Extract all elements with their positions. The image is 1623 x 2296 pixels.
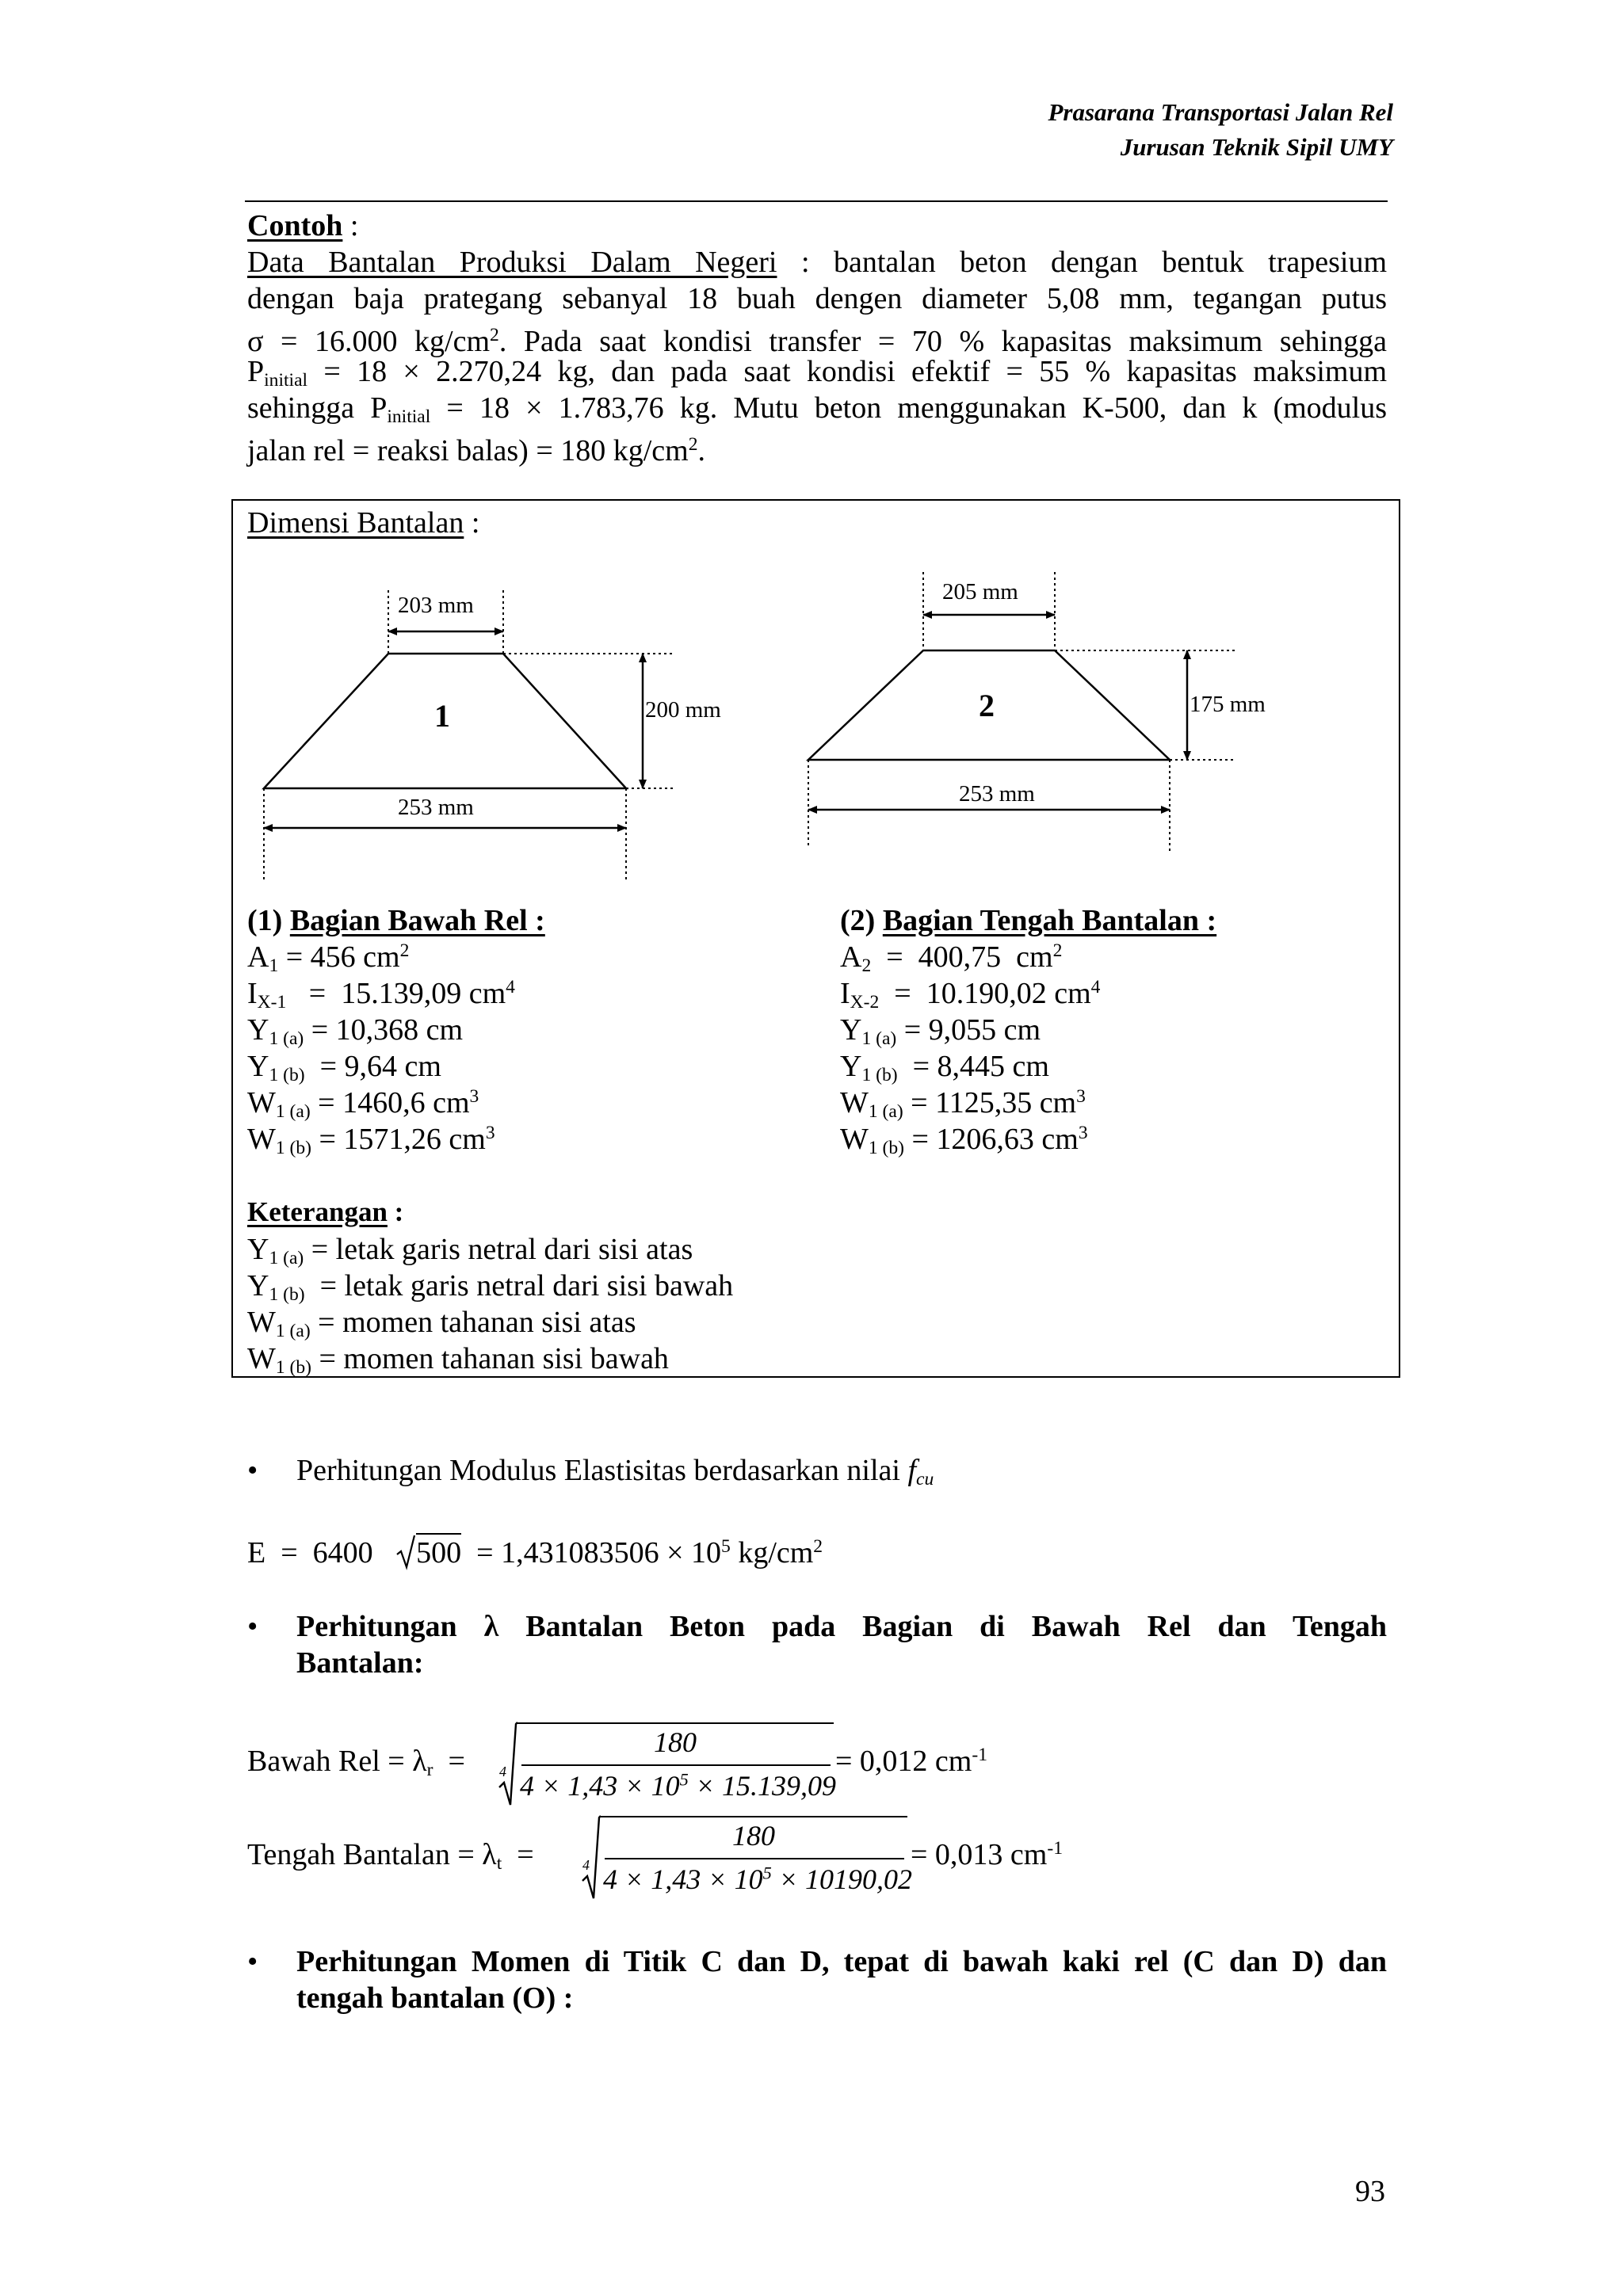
header-line-1: Prasarana Transportasi Jalan Rel [1048,98,1393,126]
legend-row: $Y_{1 (a)}$ = letak garis netral dari sisi atas [247,1233,693,1268]
dim-label-bottom-2: 253 mm [959,781,1035,807]
section-1-drawing [264,590,674,879]
example-line-5: sehingga $P_{initial} = 18 \times 1.783,76$ kg. Mutu beton menggunakan K-500, dan k (modulus [247,391,1388,427]
section-2-number: 2 [979,688,995,723]
legend-row: $W_{1 (a)}$ = momen tahanan sisi atas [247,1306,636,1341]
example-line-6: jalan rel = reaksi balas) = 180 $kg/cm^2$. [247,433,706,467]
bullet-2-symbol: • [247,1610,258,1643]
equation-e: E = 6400 $500 = 1,431083506 \times 10^5$ $kg/cm^2$ [247,1534,823,1570]
section-2-row: $A_2 = 400,75$ $cm^2$ [840,940,1063,976]
lambda-t-vinculum [600,1816,907,1817]
lambda-r-numerator: 180 [654,1726,697,1758]
section-1-row: $A_1 = 456$ $cm^2$ [247,940,410,976]
section-2-row: $I_{X-2} = 10.190,02$ $cm^4$ [840,977,1101,1013]
legend-row: $Y_{1 (b)}$ = letak garis netral dari sisi bawah [247,1269,734,1305]
legend-title: Keterangan : [247,1196,404,1227]
dim-label-height-2: 175 mm [1190,692,1266,717]
dim-label-top-1: 203 mm [398,593,474,618]
lambda-t-numerator: 180 [732,1820,775,1852]
lambda-t-denominator: $4 \times 1,43 \times 10^5 \times 10190,02$ [603,1863,913,1895]
section-1-title: (1) Bagian Bawah Rel : [247,904,545,937]
section-1-row: $I_{X-1} = 15.139,09$ $cm^4$ [247,977,515,1013]
lambda-r-root-index: 4 [499,1764,506,1779]
section-1-row: $Y_{1 (a)} = 10,368$ cm [247,1013,464,1049]
lambda-t-result: = 0,013 $cm^{-1}$ [911,1838,1063,1871]
lambda-r-lhs: Bawah Rel = $\lambda_r$ = [247,1745,465,1780]
dimensions-title: Dimensi Bantalan : [247,506,480,540]
radical-icon [581,1811,601,1901]
radical-icon [498,1718,517,1808]
section-2-title: (2) Bagian Tengah Bantalan : [840,904,1217,937]
bullet-1-symbol: • [247,1454,258,1487]
section-2-row: $Y_{1 (b)} = 8,445$ cm [840,1050,1049,1085]
section-2-row: $W_{1 (b)} = 1206,63$ $cm^3$ [840,1123,1088,1158]
lambda-t-lhs: Tengah Bantalan = $\lambda_t$ = [247,1838,534,1874]
section-1-row: $W_{1 (b)} = 1571,26$ $cm^3$ [247,1123,495,1158]
example-line-3: σ = 16.000 $kg/cm^2$. Pada saat kondisi transfer = 70 % kapasitas maksimum sehingga [247,324,1387,358]
bullet-1-text: Perhitungan Modulus Elastisitas berdasarkan nilai $f_{cu}$ [296,1454,934,1489]
page-number: 93 [1355,2175,1385,2208]
sleeper-cross-sections [0,0,1623,911]
section-2-row: $Y_{1 (a)} = 9,055$ cm [840,1013,1041,1049]
lambda-t-fraction-bar [605,1858,904,1859]
example-heading: Contoh : [247,209,359,242]
bullet-2-line-1: Perhitungan λ Bantalan Beton pada Bagian di Bawah Rel dan Tengah [296,1610,1387,1643]
bullet-3-line-2: tengah bantalan (O) : [296,1981,574,2015]
bullet-2-line-2: Bantalan: [296,1646,424,1680]
lambda-r-vinculum [517,1722,834,1724]
example-line-4: $P_{initial} = 18 \times 2.270,24$ kg, dan pada saat kondisi efektif = 55 % kapasitas maksimum [247,355,1387,391]
example-line-2: dengan baja prategang sebanyal 18 buah dengen diameter 5,08 mm, tegangan putus [247,282,1387,315]
section-1-row: $Y_{1 (b)} = 9,64$ cm [247,1050,441,1085]
section-1-row: $W_{1 (a)} = 1460,6$ $cm^3$ [247,1086,479,1122]
lambda-r-denominator: $4 \times 1,43 \times 10^5 \times 15.139,09$ [520,1769,837,1802]
legend-row: $W_{1 (b)}$ = momen tahanan sisi bawah [247,1342,669,1378]
header-line-2: Jurusan Teknik Sipil UMY [1120,133,1393,161]
lambda-r-result: = 0,012 $cm^{-1}$ [835,1745,987,1778]
example-line-1: Data Bantalan Produksi Dalam Negeri : bantalan beton dengan bentuk trapesium [247,246,1387,279]
bullet-3-symbol: • [247,1945,258,1978]
sqrt-icon [395,1534,416,1570]
section-1-number: 1 [434,698,450,734]
lambda-t-root-index: 4 [582,1857,590,1873]
dim-label-top-2: 205 mm [942,579,1018,605]
section-2-drawing [808,572,1236,854]
dim-label-height-1: 200 mm [645,697,721,723]
dim-label-bottom-1: 253 mm [398,795,474,820]
section-2-row: $W_{1 (a)} = 1125,35$ $cm^3$ [840,1086,1086,1122]
bullet-3-line-1: Perhitungan Momen di Titik C dan D, tepat di bawah kaki rel (C dan D) dan [296,1945,1387,1978]
lambda-r-fraction-bar [521,1764,831,1766]
